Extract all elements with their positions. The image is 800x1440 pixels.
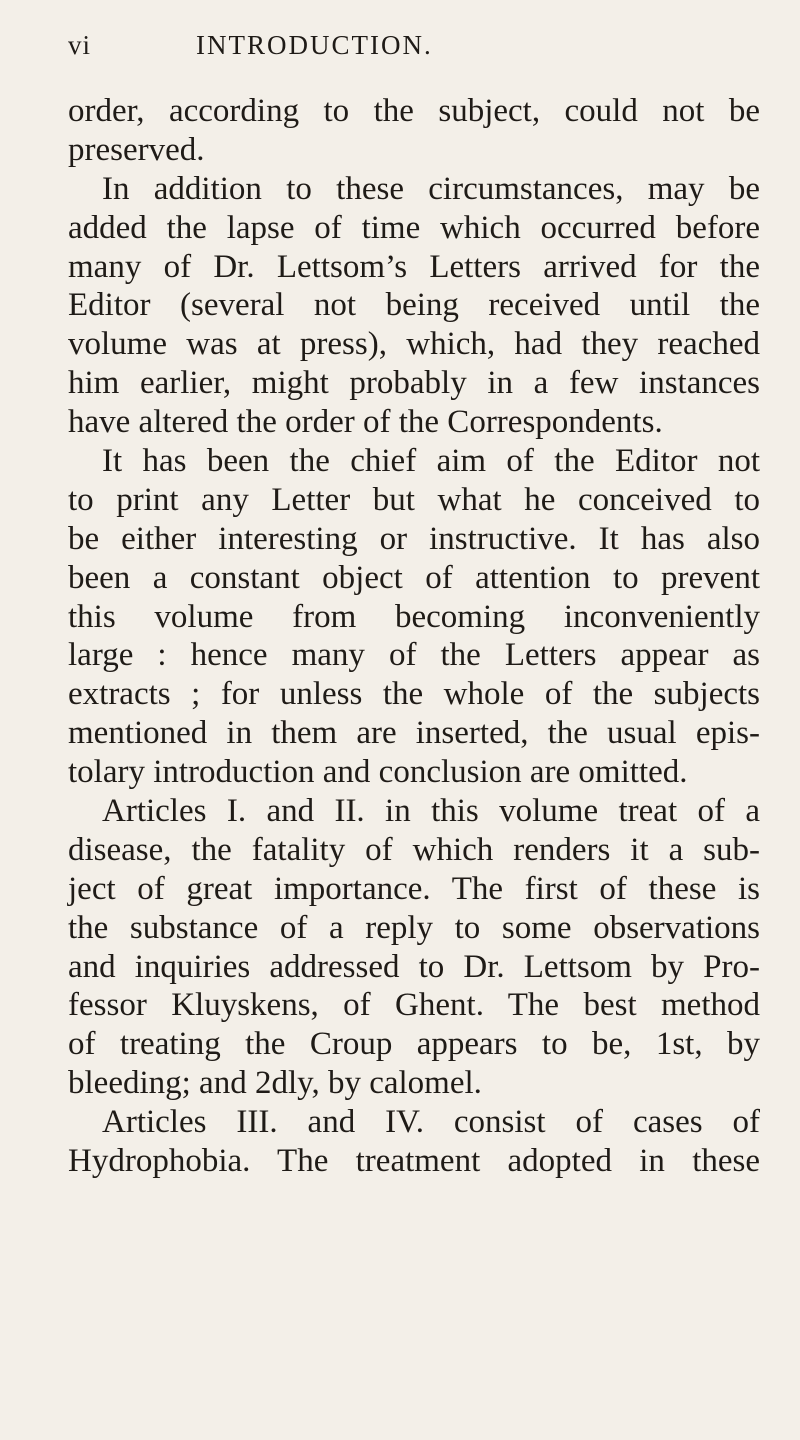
text-line: added the lapse of time which occurred before [68,209,760,246]
body-text [68,92,760,1181]
running-head: INTRODUCTION. [196,30,433,60]
text-line: order, according to the subject, could not be [68,93,760,129]
text-line: this volume from becoming inconveniently [68,598,760,635]
text-line: him earlier, might probably in a few instances [68,365,760,402]
page-header [68,30,760,74]
text-line: In addition to these circumstances, may be [102,170,760,207]
text-line: Editor (several not being received until the [68,287,760,324]
text-line: It has been the chief aim of the Editor not [102,443,760,480]
text-line: Hydrophobia. The treatment adopted in these [68,1143,760,1180]
text-line: Articles I. and II. in this volume treat of a [102,793,760,830]
text-line: of treating the Croup appears to be, 1st, by [68,1026,760,1063]
text-line: ject of great importance. The first of these is [68,870,760,907]
text-line: to print any Letter but what he conceived to [68,481,760,518]
text-line: volume was at press), which, had they reached [68,326,760,363]
text-line: disease, the fatality of which renders it a sub- [68,831,760,868]
text-line: many of Dr. Lettsom’s Letters arrived for the [68,248,760,285]
text-line: mentioned in them are inserted, the usual epis- [68,715,760,752]
text-line: preserved. [68,131,205,168]
page-number: vi [68,30,92,60]
text-line: large : hence many of the Letters appear as [68,637,760,674]
text-line: and inquiries addressed to Dr. Lettsom by Pro- [68,948,760,985]
text-line: been a constant object of attention to prevent [68,559,760,596]
text-line: tolary introduction and conclusion are omitted. [68,754,688,791]
text-line: fessor Kluyskens, of Ghent. The best method [68,987,760,1024]
text-line: extracts ; for unless the whole of the subjects [68,676,760,713]
text-line: be either interesting or instructive. It has also [68,520,760,557]
text-line: have altered the order of the Correspondents. [68,404,663,441]
text-line: bleeding; and 2dly, by calomel. [68,1065,482,1102]
text-line: Articles III. and IV. consist of cases of [102,1104,760,1141]
text-line: the substance of a reply to some observations [68,909,760,946]
